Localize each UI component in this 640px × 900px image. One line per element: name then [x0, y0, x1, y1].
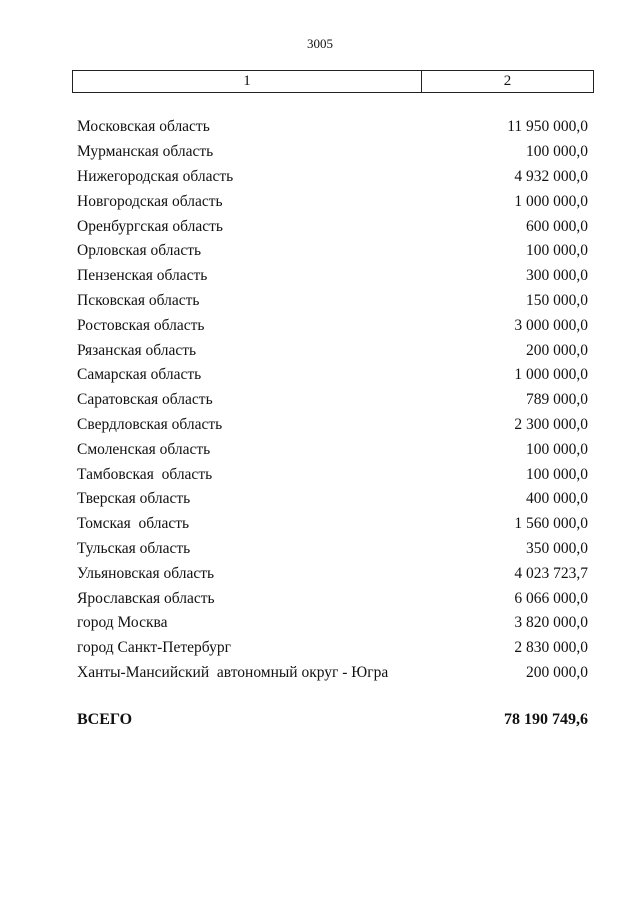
region-amount: 100 000,0 — [526, 143, 588, 161]
region-name: Рязанская область — [77, 341, 197, 359]
region-name: город Санкт-Петербург — [77, 639, 231, 657]
region-amount: 150 000,0 — [526, 291, 588, 309]
table-row — [77, 363, 588, 388]
region-name: Новгородская область — [77, 192, 223, 210]
region-name: Московская область — [77, 118, 210, 136]
region-name: Ярославская область — [77, 589, 215, 607]
region-name: Тульская область — [77, 539, 191, 557]
region-name: Псковская область — [77, 291, 200, 309]
region-name: Ростовская область — [77, 316, 205, 334]
region-amount: 100 000,0 — [526, 465, 588, 483]
region-amount: 100 000,0 — [526, 242, 588, 260]
table-row — [77, 115, 588, 140]
region-name: Пензенская область — [77, 267, 208, 285]
table-row — [77, 586, 588, 611]
region-amount: 3 820 000,0 — [514, 614, 588, 632]
header-col-1: 1 — [73, 71, 422, 92]
region-name: Орловская область — [77, 242, 202, 260]
table-header — [72, 70, 594, 93]
table-row — [77, 636, 588, 661]
region-name: город Москва — [77, 614, 168, 632]
table-row — [77, 165, 588, 190]
region-name: Свердловская область — [77, 415, 223, 433]
region-amount: 4 023 723,7 — [514, 564, 588, 582]
table-row — [77, 462, 588, 487]
region-amount: 200 000,0 — [526, 341, 588, 359]
table-row — [77, 313, 588, 338]
region-amount: 350 000,0 — [526, 539, 588, 557]
region-amount: 1 000 000,0 — [514, 366, 588, 384]
table-row — [77, 512, 588, 537]
region-amount: 2 830 000,0 — [514, 639, 588, 657]
region-amount: 2 300 000,0 — [514, 415, 588, 433]
table-row — [77, 338, 588, 363]
region-name: Самарская область — [77, 366, 202, 384]
table-row — [77, 140, 588, 165]
table-row — [77, 437, 588, 462]
table-row — [77, 537, 588, 562]
region-name: Смоленская область — [77, 440, 211, 458]
region-amount: 789 000,0 — [526, 391, 588, 409]
table-row — [77, 264, 588, 289]
region-amount: 3 000 000,0 — [514, 316, 588, 334]
total-label: ВСЕГО — [77, 711, 133, 728]
region-amount: 200 000,0 — [526, 663, 588, 681]
region-amount: 1 560 000,0 — [514, 515, 588, 533]
region-name: Ульяновская область — [77, 564, 215, 582]
table-row — [77, 189, 588, 214]
region-amount: 300 000,0 — [526, 267, 588, 285]
table-row — [77, 561, 588, 586]
total-row — [77, 711, 588, 729]
region-name: Томская область — [77, 515, 190, 533]
region-amount: 6 066 000,0 — [514, 589, 588, 607]
table-row — [77, 487, 588, 512]
region-name: Оренбургская область — [77, 217, 223, 235]
table-row — [77, 214, 588, 239]
header-col-2: 2 — [503, 73, 512, 89]
region-name: Тверская область — [77, 490, 191, 508]
region-name: Мурманская область — [77, 143, 214, 161]
region-amount: 600 000,0 — [526, 217, 588, 235]
region-amount: 4 932 000,0 — [514, 167, 588, 185]
region-amount: 11 950 000,0 — [507, 118, 588, 136]
region-amount: 400 000,0 — [526, 490, 588, 508]
table-row — [77, 388, 588, 413]
page-number: 3005 — [307, 36, 333, 51]
region-amount: 100 000,0 — [526, 440, 588, 458]
region-amount: 1 000 000,0 — [514, 192, 588, 210]
table-row — [77, 413, 588, 438]
region-name: Ханты-Мансийский автономный округ - Югра — [77, 663, 389, 681]
table-row — [77, 239, 588, 264]
total-amount: 78 190 749,6 — [504, 711, 588, 728]
table-row — [77, 611, 588, 636]
table-row — [77, 661, 588, 686]
region-name: Нижегородская область — [77, 167, 234, 185]
region-name: Тамбовская область — [77, 465, 213, 483]
region-name: Саратовская область — [77, 391, 213, 409]
table-row — [77, 289, 588, 314]
allocation-table-body — [77, 115, 588, 685]
